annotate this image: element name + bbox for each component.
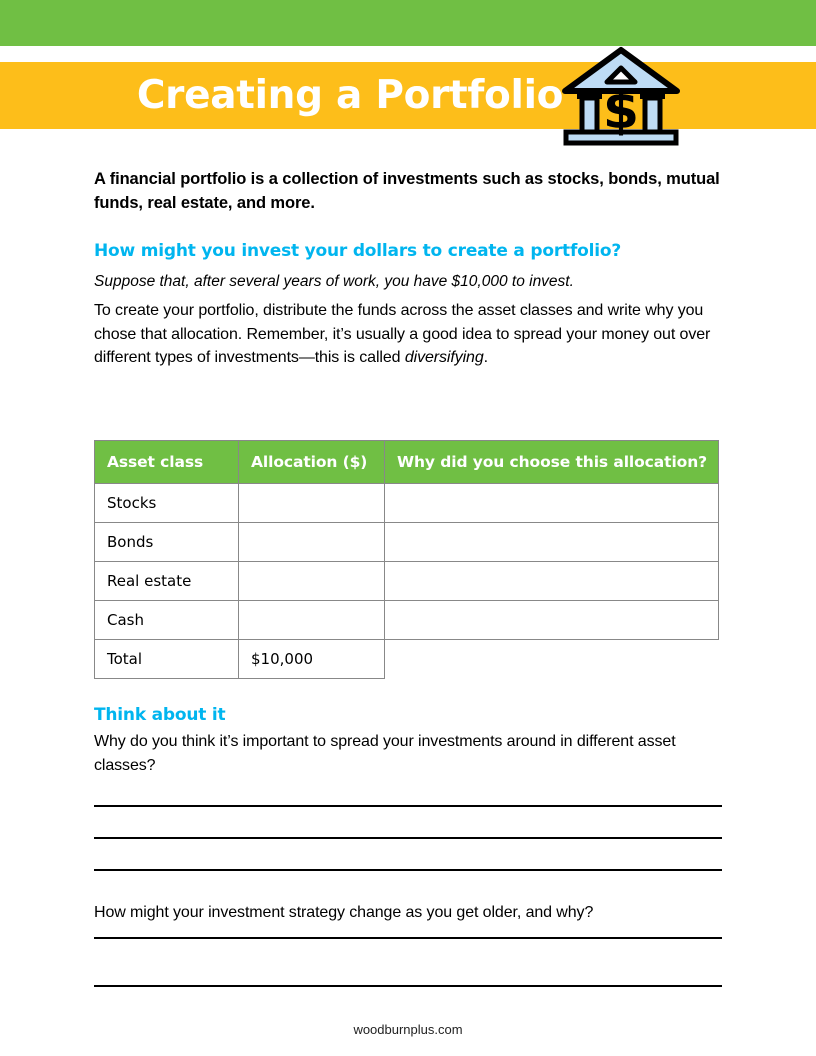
cell-total-blank [385,640,719,679]
column-header-allocation: Allocation ($) [239,441,385,484]
table-row [95,562,719,601]
answer-line-4[interactable] [94,937,722,939]
answer-line-2[interactable] [94,837,722,839]
page-title: Creating a Portfolio [136,73,564,118]
allocation-table [94,440,719,679]
invest-question-heading: How might you invest your dollars to create a portfolio? [94,240,622,261]
cell-total-label: Total [95,640,239,679]
bank-icon [560,44,682,146]
cell-allocation-input[interactable] [239,484,385,523]
table-row [95,601,719,640]
instructions-emphasis: diversifying [404,349,484,367]
cell-asset-class: Stocks [95,484,239,523]
table-row [95,523,719,562]
cell-asset-class: Cash [95,601,239,640]
answer-line-3[interactable] [94,869,722,871]
think-about-it-heading: Think about it [94,705,226,725]
table-row [95,484,719,523]
cell-why-input[interactable] [385,562,719,601]
cell-asset-class: Bonds [95,523,239,562]
intro-paragraph: A financial portfolio is a collection of investments such as stocks, bonds, mutual funds, real estate, and more. [94,170,720,212]
instructions-text-part2: . [483,349,489,367]
think-question-2: How might your investment strategy change as you get older, and why? [94,904,594,921]
cell-allocation-input[interactable] [239,601,385,640]
answer-line-5[interactable] [94,985,722,987]
header-green-band [0,0,816,46]
cell-allocation-input[interactable] [239,523,385,562]
table-total-row [95,640,719,679]
table-header-row [95,441,719,484]
column-header-why: Why did you choose this allocation? [385,441,719,484]
cell-why-input[interactable] [385,523,719,562]
cell-total-allocation: $10,000 [239,640,385,679]
instructions-text-part1: To create your portfolio, distribute the funds across the asset classes and write why you chose that allocation. Remember, it’s usually a good idea to spread your money out over different types of investments—this is called [94,301,711,367]
svg-text:$: $ [602,81,640,141]
column-header-asset-class: Asset class [95,441,239,484]
worksheet-intro-section [94,168,724,370]
cell-asset-class: Real estate [95,562,239,601]
answer-line-1[interactable] [94,805,722,807]
footer-site-name: woodburnplus.com [353,1022,463,1037]
think-about-it-section [94,705,724,777]
instructions-paragraph [94,299,724,370]
cell-why-input[interactable] [385,601,719,640]
suppose-sentence: Suppose that, after several years of work, you have $10,000 to invest. [94,272,574,290]
cell-allocation-input[interactable] [239,562,385,601]
cell-why-input[interactable] [385,484,719,523]
think-question-1: Why do you think it’s important to spread your investments around in different asset classes? [94,733,676,774]
